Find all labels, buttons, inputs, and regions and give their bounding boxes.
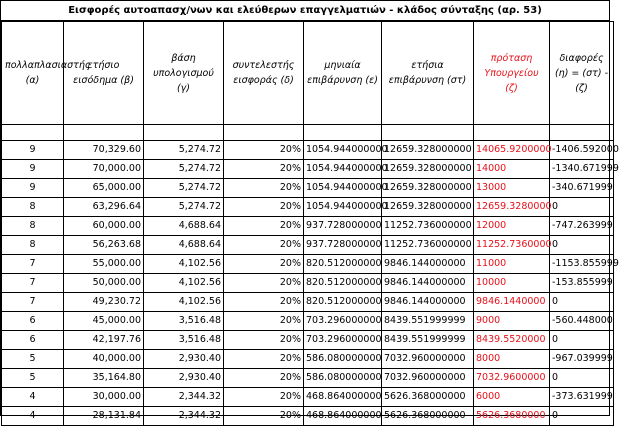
cell-annual-charge: 9846.144000000 xyxy=(382,293,474,312)
cell-monthly-charge: 1054.944000000 xyxy=(304,141,382,160)
table-row xyxy=(2,198,614,217)
cell-ministry-proposal: 5626.3680000 xyxy=(474,407,550,426)
cell-annual-income: 63,296.64 xyxy=(64,198,144,217)
cell-contribution-rate: 20% xyxy=(224,312,304,331)
header-differences: διαφορές (η) = (στ) - (ζ) xyxy=(550,22,614,125)
header-ministry-proposal: πρόταση Υπουργείου (ζ) xyxy=(474,22,550,125)
cell-ministry-proposal: 12000 xyxy=(474,217,550,236)
table-row xyxy=(2,388,614,407)
cell-annual-charge: 9846.144000000 xyxy=(382,274,474,293)
cell-contribution-rate: 20% xyxy=(224,407,304,426)
cell-contribution-rate: 20% xyxy=(224,236,304,255)
contributions-table xyxy=(1,21,619,426)
table-row xyxy=(2,369,614,388)
cell-difference: -1406.592000 xyxy=(550,141,614,160)
cell-monthly-charge: 703.296000000 xyxy=(304,331,382,350)
cell-contribution-rate: 20% xyxy=(224,274,304,293)
table-row xyxy=(2,236,614,255)
cell-contribution-rate: 20% xyxy=(224,255,304,274)
cell-ministry-proposal: 14000 xyxy=(474,160,550,179)
cell-monthly-charge: 820.512000000 xyxy=(304,293,382,312)
cell-annual-charge: 7032.960000000 xyxy=(382,369,474,388)
cell-annual-charge: 12659.328000000 xyxy=(382,160,474,179)
cell-ministry-proposal: 13000 xyxy=(474,179,550,198)
cell-annual-income: 28,131.84 xyxy=(64,407,144,426)
cell-monthly-charge: 703.296000000 xyxy=(304,312,382,331)
header-annual-charge: ετήσια επιβάρυνση (στ) xyxy=(382,22,474,125)
cell-annual-income: 55,000.00 xyxy=(64,255,144,274)
cell-difference: -967.039999 xyxy=(550,350,614,369)
cell-multiplier: 6 xyxy=(2,331,64,350)
cell-monthly-charge: 1054.944000000 xyxy=(304,179,382,198)
cell-contribution-rate: 20% xyxy=(224,198,304,217)
header-contribution-rate: συντελεστής εισφοράς (δ) xyxy=(224,22,304,125)
header-monthly-charge: μηνιαία επιβάρυνση (ε) xyxy=(304,22,382,125)
cell-calculation-base: 5,274.72 xyxy=(144,141,224,160)
cell-calculation-base: 3,516.48 xyxy=(144,312,224,331)
cell-annual-income: 65,000.00 xyxy=(64,179,144,198)
cell-annual-charge: 12659.328000000 xyxy=(382,198,474,217)
cell-ministry-proposal: 11000 xyxy=(474,255,550,274)
cell-multiplier: 6 xyxy=(2,312,64,331)
cell-contribution-rate: 20% xyxy=(224,350,304,369)
cell-ministry-proposal: 8439.5520000 xyxy=(474,331,550,350)
table-row xyxy=(2,255,614,274)
cell-multiplier: 5 xyxy=(2,350,64,369)
cell-calculation-base: 4,102.56 xyxy=(144,255,224,274)
cell-calculation-base: 2,344.32 xyxy=(144,407,224,426)
cell-difference: 0 xyxy=(550,369,614,388)
table-row xyxy=(2,274,614,293)
cell-multiplier: 9 xyxy=(2,141,64,160)
cell-calculation-base: 5,274.72 xyxy=(144,179,224,198)
cell-difference: -560.448000 xyxy=(550,312,614,331)
cell-monthly-charge: 1054.944000000 xyxy=(304,198,382,217)
cell-ministry-proposal: 9846.1440000 xyxy=(474,293,550,312)
cell-contribution-rate: 20% xyxy=(224,141,304,160)
cell-difference: -747.263999 xyxy=(550,217,614,236)
cell-annual-charge: 9846.144000000 xyxy=(382,255,474,274)
cell-contribution-rate: 20% xyxy=(224,388,304,407)
cell-ministry-proposal: 8000 xyxy=(474,350,550,369)
cell-ministry-proposal: 9000 xyxy=(474,312,550,331)
table-row xyxy=(2,160,614,179)
table-row xyxy=(2,179,614,198)
cell-annual-income: 70,329.60 xyxy=(64,141,144,160)
cell-monthly-charge: 586.080000000 xyxy=(304,369,382,388)
cell-contribution-rate: 20% xyxy=(224,179,304,198)
cell-monthly-charge: 468.864000000 xyxy=(304,407,382,426)
cell-calculation-base: 4,688.64 xyxy=(144,236,224,255)
cell-monthly-charge: 937.728000000 xyxy=(304,217,382,236)
cell-ministry-proposal: 12659.3280000 xyxy=(474,198,550,217)
header-row xyxy=(2,22,614,125)
cell-calculation-base: 2,344.32 xyxy=(144,388,224,407)
cell-difference: 0 xyxy=(550,331,614,350)
sheet-title: Εισφορές αυτοαπασχ/νων και ελεύθερων επαγγελματιών - κλάδος σύνταξης (αρ. 53) xyxy=(1,1,609,21)
cell-contribution-rate: 20% xyxy=(224,369,304,388)
cell-difference: 0 xyxy=(550,198,614,217)
cell-contribution-rate: 20% xyxy=(224,293,304,312)
cell-multiplier: 9 xyxy=(2,179,64,198)
cell-contribution-rate: 20% xyxy=(224,331,304,350)
cell-difference: 0 xyxy=(550,407,614,426)
cell-monthly-charge: 937.728000000 xyxy=(304,236,382,255)
cell-annual-income: 50,000.00 xyxy=(64,274,144,293)
cell-contribution-rate: 20% xyxy=(224,160,304,179)
cell-annual-charge: 7032.960000000 xyxy=(382,350,474,369)
blank-row xyxy=(2,125,614,141)
cell-calculation-base: 5,274.72 xyxy=(144,198,224,217)
cell-difference: -1153.855999 xyxy=(550,255,614,274)
table-row xyxy=(2,312,614,331)
header-calculation-base: βάση υπολογισμού (γ) xyxy=(144,22,224,125)
cell-multiplier: 9 xyxy=(2,160,64,179)
cell-calculation-base: 3,516.48 xyxy=(144,331,224,350)
cell-multiplier: 8 xyxy=(2,217,64,236)
cell-monthly-charge: 820.512000000 xyxy=(304,274,382,293)
cell-monthly-charge: 468.864000000 xyxy=(304,388,382,407)
cell-multiplier: 4 xyxy=(2,388,64,407)
cell-annual-income: 40,000.00 xyxy=(64,350,144,369)
cell-annual-charge: 8439.551999999 xyxy=(382,312,474,331)
cell-multiplier: 8 xyxy=(2,236,64,255)
cell-difference: -373.631999 xyxy=(550,388,614,407)
cell-annual-charge: 12659.328000000 xyxy=(382,141,474,160)
cell-calculation-base: 4,102.56 xyxy=(144,274,224,293)
cell-difference: -153.855999 xyxy=(550,274,614,293)
cell-contribution-rate: 20% xyxy=(224,217,304,236)
cell-annual-income: 30,000.00 xyxy=(64,388,144,407)
cell-monthly-charge: 586.080000000 xyxy=(304,350,382,369)
header-annual-income: ετήσιο εισόδημα (β) xyxy=(64,22,144,125)
cell-annual-income: 42,197.76 xyxy=(64,331,144,350)
cell-ministry-proposal: 11252.7360000 xyxy=(474,236,550,255)
cell-monthly-charge: 820.512000000 xyxy=(304,255,382,274)
table-row xyxy=(2,331,614,350)
cell-annual-charge: 5626.368000000 xyxy=(382,388,474,407)
cell-annual-charge: 11252.736000000 xyxy=(382,236,474,255)
cell-calculation-base: 4,102.56 xyxy=(144,293,224,312)
table-row xyxy=(2,407,614,426)
cell-annual-charge: 8439.551999999 xyxy=(382,331,474,350)
cell-annual-charge: 12659.328000000 xyxy=(382,179,474,198)
cell-ministry-proposal: 6000 xyxy=(474,388,550,407)
cell-ministry-proposal: 10000 xyxy=(474,274,550,293)
cell-annual-income: 70,000.00 xyxy=(64,160,144,179)
cell-annual-charge: 5626.368000000 xyxy=(382,407,474,426)
table-row xyxy=(2,141,614,160)
cell-calculation-base: 2,930.40 xyxy=(144,350,224,369)
cell-calculation-base: 4,688.64 xyxy=(144,217,224,236)
cell-difference: 0 xyxy=(550,293,614,312)
cell-annual-charge: 11252.736000000 xyxy=(382,217,474,236)
cell-annual-income: 56,263.68 xyxy=(64,236,144,255)
cell-difference: -1340.671999 xyxy=(550,160,614,179)
cell-difference: 0 xyxy=(550,236,614,255)
cell-multiplier: 7 xyxy=(2,274,64,293)
cell-ministry-proposal: 7032.9600000 xyxy=(474,369,550,388)
cell-annual-income: 60,000.00 xyxy=(64,217,144,236)
table-row xyxy=(2,293,614,312)
cell-calculation-base: 2,930.40 xyxy=(144,369,224,388)
cell-multiplier: 8 xyxy=(2,198,64,217)
cell-annual-income: 45,000.00 xyxy=(64,312,144,331)
cell-multiplier: 5 xyxy=(2,369,64,388)
cell-difference: -340.671999 xyxy=(550,179,614,198)
table-row xyxy=(2,350,614,369)
cell-monthly-charge: 1054.944000000 xyxy=(304,160,382,179)
cell-annual-income: 49,230.72 xyxy=(64,293,144,312)
cell-multiplier: 7 xyxy=(2,255,64,274)
cell-multiplier: 7 xyxy=(2,293,64,312)
cell-multiplier: 4 xyxy=(2,407,64,426)
table-row xyxy=(2,217,614,236)
cell-calculation-base: 5,274.72 xyxy=(144,160,224,179)
header-multiplier: πολλαπλασιαστής (α) xyxy=(2,22,64,125)
cell-annual-income: 35,164.80 xyxy=(64,369,144,388)
cell-ministry-proposal: 14065.9200000 xyxy=(474,141,550,160)
